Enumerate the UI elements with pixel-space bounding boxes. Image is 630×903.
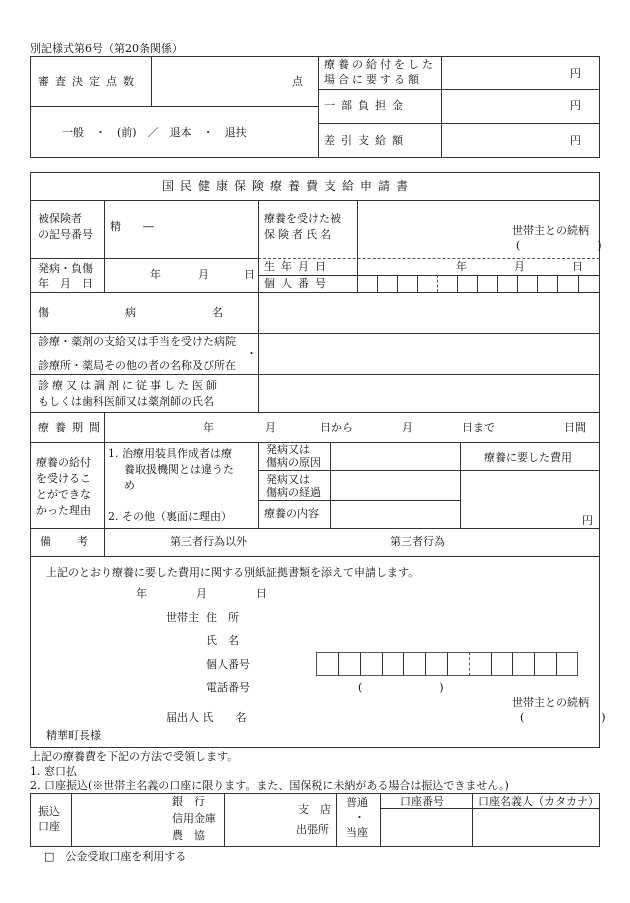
onset-year: 年 <box>150 268 161 281</box>
account-holder-label: 口座名義人（カタカナ） <box>478 795 599 808</box>
transfer-label-2: 口座 <box>38 820 60 833</box>
head-name-label: 氏 名 <box>206 634 239 647</box>
branch-label: 支 店 <box>298 803 331 816</box>
onset-label-1: 発病・負傷 <box>38 262 93 275</box>
receive-intro: 上記の療養費を下記の方法で受領します。 <box>30 750 239 763</box>
third-party-other: 第三者行為以外 <box>170 535 247 548</box>
transfer-label-1: 振込 <box>38 805 60 818</box>
declaration-month: 月 <box>196 587 207 600</box>
yen-2: 円 <box>570 99 581 112</box>
period-days: 日間 <box>564 421 586 434</box>
patient-name-label-2: 保険者氏名 <box>264 228 334 241</box>
head-address-label: 住 所 <box>206 611 239 624</box>
reason-2: 2. その他（裏面に理由） <box>108 510 232 523</box>
doctor-label-1: 診療又は調剤に従事した医師 <box>38 379 220 392</box>
onset-label-2: 年 月 日 <box>38 277 93 290</box>
period-to: 日まで <box>462 421 495 434</box>
relation-parens-bottom: ( ) <box>520 711 606 724</box>
course-label-1: 発病又は <box>266 473 310 486</box>
form-reference: 別記様式第6号（第20条関係） <box>30 42 183 55</box>
period-label: 療養期間 <box>38 421 106 434</box>
yen-1: 円 <box>570 67 581 80</box>
reason-1-line-1: 1. 治療用装具作成者は療 <box>108 447 232 460</box>
reason-label-3: とができな <box>36 488 91 501</box>
third-party: 第三者行為 <box>390 535 445 548</box>
type-ordinary: 普通 <box>346 796 368 809</box>
cause-label-1: 発病又は <box>266 443 310 456</box>
points-unit: 点 <box>292 75 303 88</box>
birth-year: 年 <box>456 260 467 273</box>
relation-label-top: 世帯主との続柄 <box>512 224 589 237</box>
insured-number-label-1: 被保険者 <box>38 212 82 225</box>
applicant-label: 届出人 氏 名 <box>166 711 247 724</box>
reason-label-2: を受けるこ <box>36 472 91 485</box>
reason-1-line-2: 養取扱機関とは違うた <box>124 463 234 476</box>
disease-label: 傷病名 <box>38 306 299 319</box>
reason-label-1: 療養の給付 <box>36 456 91 469</box>
patient-name-label-1: 療養を受けた被 <box>264 212 341 225</box>
birth-label: 生年月日 <box>264 260 332 273</box>
insured-number-prefix: 精 ― <box>110 220 154 233</box>
declaration-year: 年 <box>136 587 147 600</box>
provider-label-3: 診療所・薬局その他の者の名称及び所在 <box>38 359 236 372</box>
addressee: 精華町長様 <box>46 729 101 742</box>
cost-yen: 円 <box>582 514 593 527</box>
account-number-label: 口座番号 <box>400 795 444 808</box>
cause-label-2: 傷病の原因 <box>266 456 321 469</box>
head-personal-number-label: 個人番号 <box>206 658 250 671</box>
declaration-day: 日 <box>256 587 267 600</box>
provider-label-2: ・ <box>246 347 257 360</box>
insured-number-label-2: の記号番号 <box>38 228 93 241</box>
doctor-label-2: もしくは歯科医師又は薬剤師の氏名 <box>38 395 214 408</box>
option-transfer: 2. 口座振込(※世帯主名義の口座に限ります。また、国保税に未納がある場合は振込できません。) <box>30 779 509 792</box>
type-current: 当座 <box>346 826 368 839</box>
reason-1-line-3: め <box>124 479 135 492</box>
type-dot: ・ <box>354 811 365 824</box>
difference-label: 差引支給額 <box>324 134 409 147</box>
period-month-to: 月 <box>402 421 413 434</box>
benefit-amount-label-2: 場合に要する額 <box>324 73 422 86</box>
review-box <box>30 56 600 158</box>
declaration: 上記のとおり療養に要した費用に関する別紙証拠書類を添えて申請します。 <box>46 566 420 579</box>
relation-parens-top: ( ) <box>516 239 602 252</box>
period-year: 年 <box>203 421 214 434</box>
category-line: 一般 ・ (前) ／ 退本 ・ 退扶 <box>62 126 247 139</box>
reason-label-4: かった理由 <box>36 504 91 517</box>
yen-3: 円 <box>570 134 581 147</box>
bank-kind-credit: 信用金庫 <box>172 812 216 825</box>
copay-label: 一部負担金 <box>324 99 409 112</box>
period-from: 日から <box>320 421 353 434</box>
treatment-label: 療養の内容 <box>264 507 319 520</box>
bank-kind-bank: 銀 行 <box>172 795 205 808</box>
form-title: 国民健康保険療養費支給申請書 <box>162 179 415 193</box>
period-month-from: 月 <box>265 421 276 434</box>
course-label-2: 傷病の経過 <box>266 486 321 499</box>
personal-number-label: 個人番号 <box>264 277 332 290</box>
public-account-checkbox[interactable]: □ 公金受取口座を利用する <box>44 850 187 863</box>
head-phone-label: 電話番号 <box>206 681 250 694</box>
remarks-label: 備考 <box>40 535 114 548</box>
option-window: 1. 窓口払 <box>30 765 77 778</box>
head-phone-parens: ( ) <box>358 681 444 694</box>
birth-month: 月 <box>514 260 525 273</box>
cost-label: 療養に要した費用 <box>484 451 572 464</box>
onset-day: 日 <box>244 268 255 281</box>
onset-month: 月 <box>198 268 209 281</box>
provider-label-1: 診療・薬剤の支給又は手当を受けた病院 <box>38 335 236 348</box>
relation-label-bottom: 世帯主との続柄 <box>512 696 589 709</box>
sub-branch-label: 出張所 <box>296 823 329 836</box>
review-points-label: 審査決定点数 <box>38 75 140 88</box>
bank-kind-agri: 農 協 <box>172 829 205 842</box>
benefit-amount-label-1: 療養の給付をした <box>324 58 436 71</box>
head-label: 世帯主 <box>166 611 199 624</box>
birth-day: 日 <box>572 260 583 273</box>
